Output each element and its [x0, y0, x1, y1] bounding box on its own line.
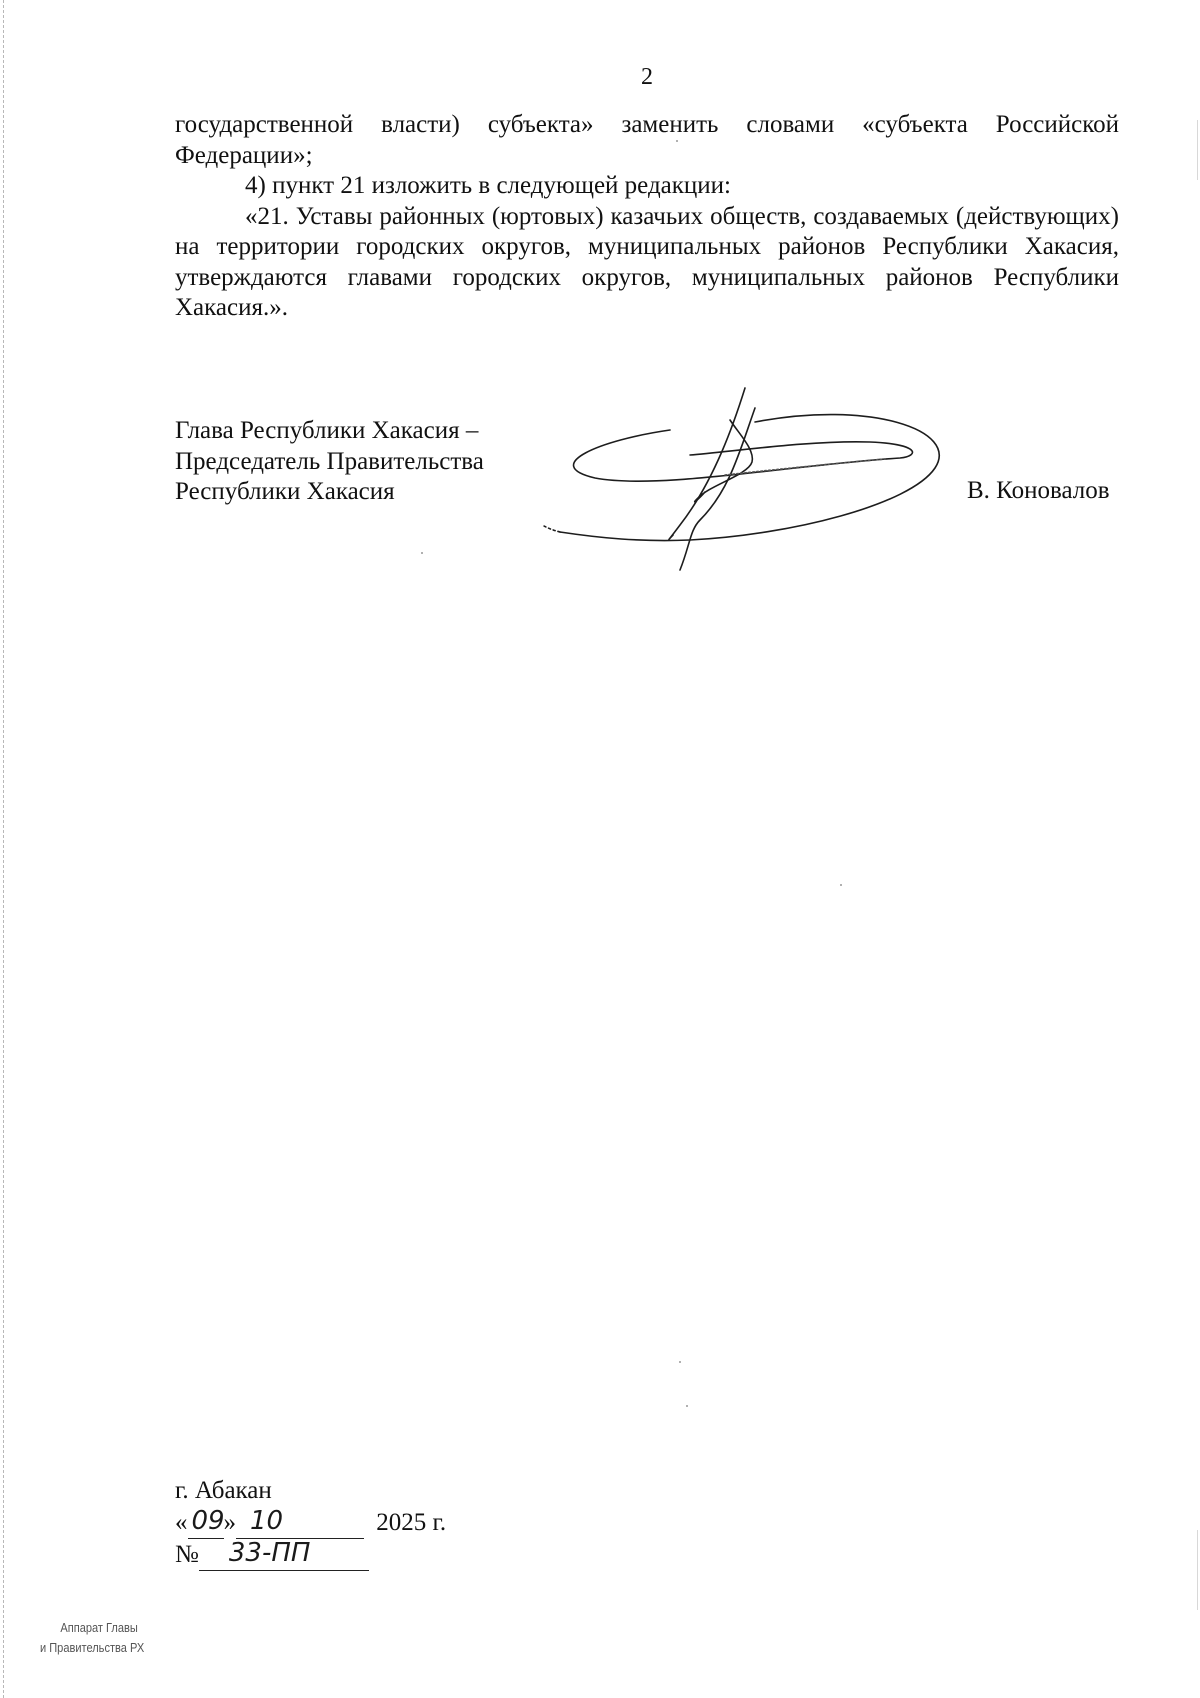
footer-city: г. Абакан — [175, 1477, 272, 1504]
scan-speck — [840, 884, 842, 886]
date-month-field — [236, 1506, 364, 1539]
date-open-quote: « — [175, 1509, 188, 1536]
signatory-position-line: Председатель Правительства — [175, 447, 484, 475]
number-field — [199, 1538, 369, 1571]
date-close-quote: » — [223, 1509, 236, 1536]
document-footer — [175, 1475, 446, 1571]
paragraph-continuation: государственной власти) субъекта» заменить словами «субъекта Российской Федерации»; — [175, 111, 1119, 169]
signatory-position-line: Глава Республики Хакасия – — [175, 417, 479, 444]
scan-speck — [421, 552, 423, 554]
paragraph-clause-21: «21. Уставы районных (юртовых) казачьих обществ, создаваемых (действующих) на территории городских округов, муниципальных районов Республики Хакасия, утверждаются главами городских округов, муниципальных районов Республики Хакасия.». — [175, 202, 1119, 321]
scan-edge-right-bottom — [1197, 1530, 1198, 1610]
date-day-handwritten: 09 — [191, 1506, 225, 1536]
signatory-name: В. Коновалов — [967, 477, 1110, 504]
date-month-handwritten: 10 — [250, 1506, 284, 1536]
number-handwritten: 33-ПП — [228, 1538, 311, 1568]
handwritten-signature — [540, 380, 960, 580]
page-number: 2 — [641, 64, 653, 90]
scan-speck — [686, 1405, 688, 1407]
date-year: 2025 г. — [376, 1509, 447, 1536]
paragraph-item-4: 4) пункт 21 изложить в следующей редакции: — [245, 172, 731, 199]
footer-city-row — [175, 1475, 446, 1507]
scan-edge-right-top — [1197, 120, 1198, 180]
number-label: № — [175, 1541, 199, 1568]
stamp-line: и Правительства РХ — [40, 1640, 145, 1655]
footer-number-row — [175, 1539, 446, 1571]
signatory-position — [175, 416, 484, 508]
office-stamp — [40, 1618, 144, 1658]
scan-edge-left — [3, 0, 6, 1698]
stamp-line: Аппарат Главы — [60, 1620, 138, 1635]
date-day-field — [188, 1506, 225, 1539]
scan-speck — [676, 140, 678, 142]
scan-speck — [679, 1361, 681, 1363]
signatory-position-line: Республики Хакасия — [175, 478, 395, 505]
footer-date-row — [175, 1507, 446, 1539]
document-body — [175, 110, 1119, 324]
